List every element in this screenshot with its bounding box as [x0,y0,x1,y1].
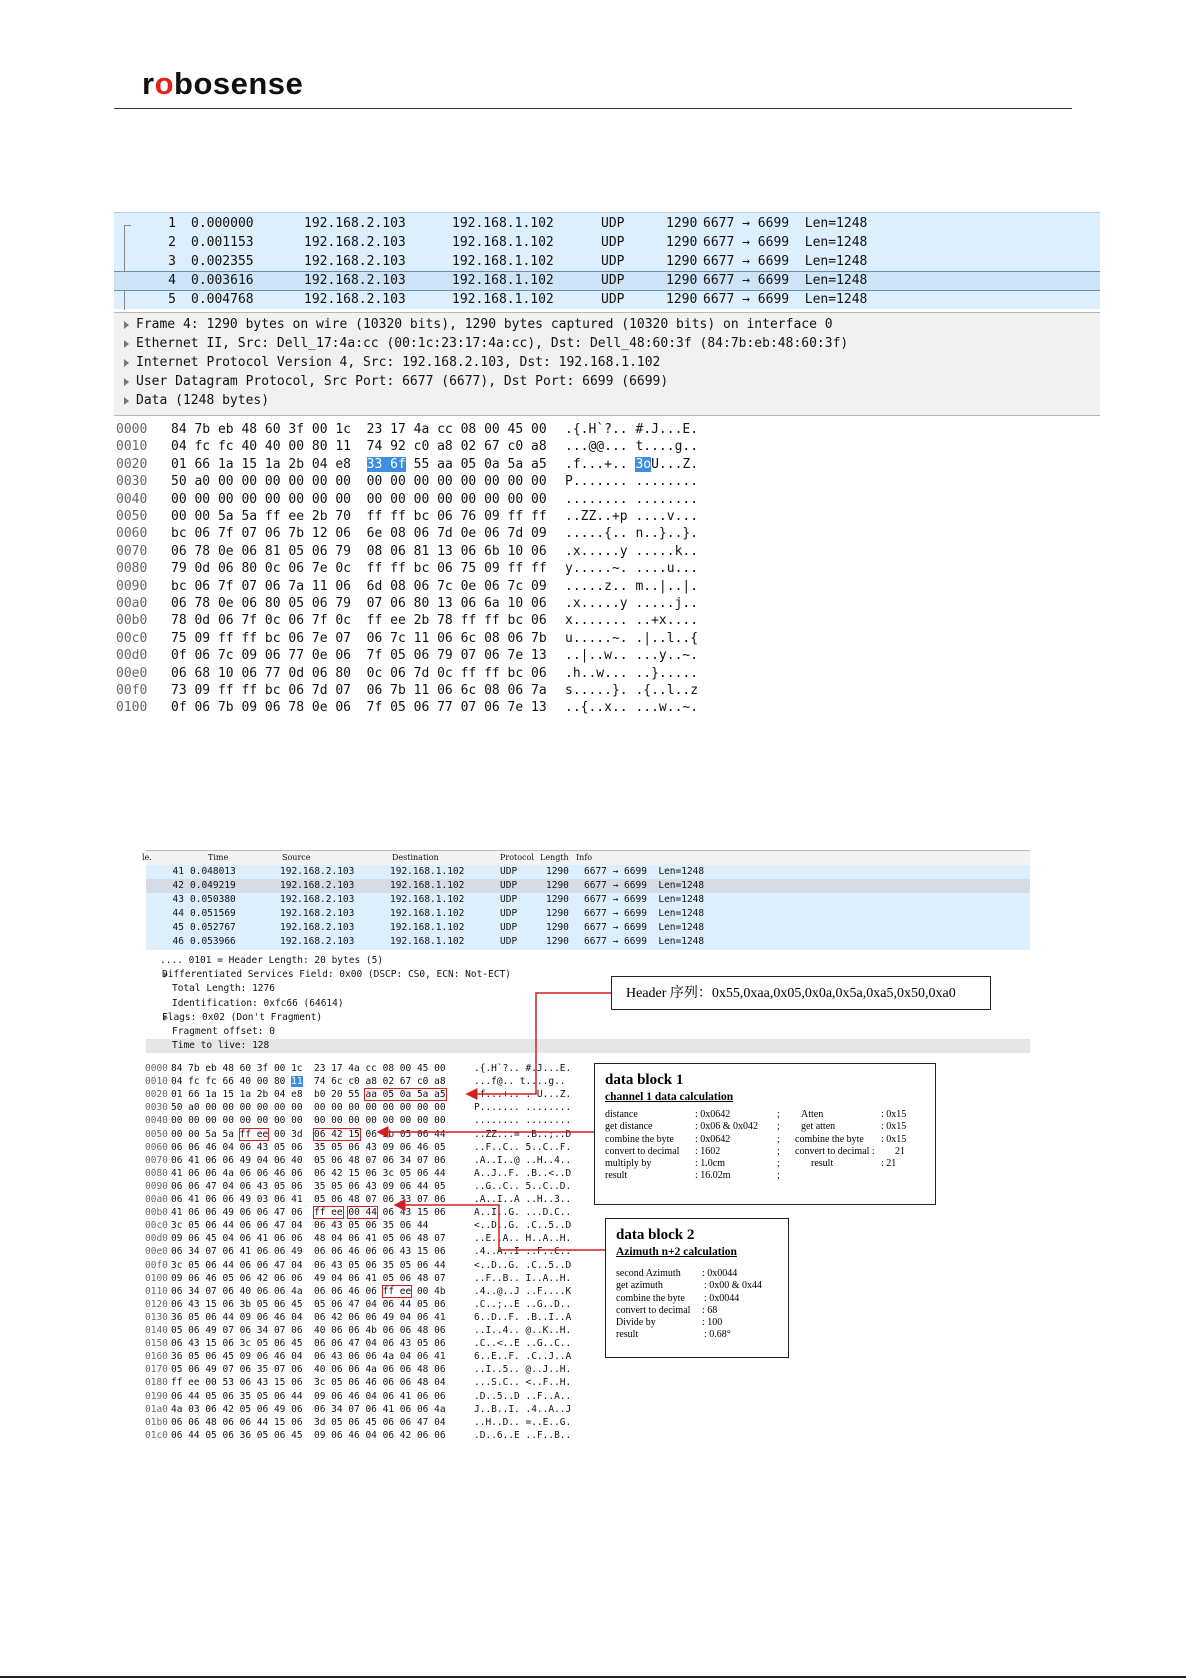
hex-offset: 0160 [145,1351,168,1363]
packet-protocol: UDP [601,273,625,288]
packet-time: 0.052767 [190,922,236,933]
hex-bytes: 73 09 ff ff bc 06 7d 07 06 7b 11 06 6c 08 06 7a [171,683,547,698]
hex-offset: 0090 [116,578,148,594]
hex-ascii: ........ ........ [474,1115,572,1127]
calc-separator: ; [777,1121,780,1133]
hex-offset: 00c0 [145,1220,168,1232]
hex-ascii: .h..w... ..}..... [565,665,699,681]
calc-value-2: 21 [895,1145,905,1157]
hex-bytes: 41 06 06 4a 06 06 46 06 06 42 15 06 3c 05 06 44 [171,1167,446,1179]
calc-value-2: : 0x15 [881,1133,907,1145]
hex-offset: 0100 [116,700,148,716]
boxed-bytes: ff ee [239,1128,269,1140]
hex-ascii: ..ZZ...= .B..;..D [474,1128,572,1140]
packet-time: 0.048013 [190,866,236,877]
hex-ascii: <..D..G. .C..5..D [474,1220,572,1232]
hex-offset: 0020 [145,1089,168,1101]
calc-label-2: result [811,1158,834,1170]
packet-source: 192.168.2.103 [280,922,355,933]
hex-bytes: 0f 06 7c 09 06 77 0e 06 7f 05 06 79 07 06 7e 13 [171,648,547,664]
calc-value: : 0x06 & 0x042 [695,1121,759,1133]
hex-bytes: 06 43 15 06 3b 05 06 45 05 06 47 04 06 44 05 06 [171,1298,446,1310]
hex-ascii: ..ZZ..+p ....v... [565,509,699,524]
hex-offset: 0170 [145,1364,168,1376]
detail-text: Frame 4: 1290 bytes on wire (10320 bits), 1290 bytes captured (10320 bits) on interface 0 [136,317,833,332]
packet-source: 192.168.2.103 [304,235,406,250]
hex-ascii: u.....~. .|..l..{ [565,630,699,646]
calc-value: : 68 [702,1304,718,1316]
calc-separator: ; [777,1170,780,1182]
boxed-bytes: 06 42 15 [314,1128,360,1140]
hex-bytes: 84 7b eb 48 60 3f 00 1c 23 17 4a cc 08 00 45 00 [171,422,547,437]
hex-ascii: ..I..5.. @..J..H. [474,1364,572,1376]
column-header-dst: Destination [392,853,439,862]
calc-label-2: combine the byte [795,1133,864,1145]
data-block-1-title: data block 1 [605,1072,684,1088]
packet-info: 6677 → 6699 Len=1248 [584,866,705,877]
calc-label: convert to decimal [605,1145,680,1157]
hex-bytes: 36 05 06 45 09 06 46 04 06 43 06 06 4a 04 06 41 [171,1351,446,1363]
calc-label: multiply by [605,1158,652,1170]
hex-offset: 0110 [145,1285,168,1297]
detail-text: Time to live: 128 [172,1040,270,1052]
calc-label-2: get atten [801,1121,836,1133]
packet-info: 6677 → 6699 Len=1248 [703,216,868,231]
packet-time: 0.000000 [191,216,254,231]
hex-ascii: .x.....y .....k.. [565,543,699,559]
hex-offset: 00c0 [116,630,148,646]
hex-ascii: 6..E..F. .C..J..A [474,1351,572,1363]
hex-ascii: ..E..A.. H..A..H. [474,1233,572,1245]
hex-bytes-part: 01 66 1a 15 1a 2b 04 e8 b0 20 55 [171,1089,366,1101]
packet-destination: 192.168.1.102 [390,880,465,891]
packet-number: 1 [168,216,176,231]
hex-offset: 0180 [145,1377,168,1389]
packet-number: 44 [172,908,184,919]
packet-number: 42 [172,880,184,891]
hex-offset: 00f0 [116,683,148,698]
hex-ascii: .A..I..A ..H..3.. [474,1194,572,1205]
data-block-1-subtitle: channel 1 data calculation [605,1091,734,1103]
packet-info: 6677 → 6699 Len=1248 [584,922,705,933]
packet-destination: 192.168.1.102 [452,235,554,250]
detail-text: Data (1248 bytes) [136,393,270,408]
footer-rule [0,1676,1186,1678]
hex-bytes: 06 68 10 06 77 0d 06 80 0c 06 7d 0c ff ff bc 06 [171,665,547,681]
hex-offset: 0080 [116,561,148,577]
packet-destination: 192.168.1.102 [390,866,465,877]
packet-length: 1290 [666,273,698,288]
hex-bytes: 0f 06 7b 09 06 78 0e 06 7f 05 06 77 07 06 7e 13 [171,700,547,716]
hex-ascii: x....... ..+x.... [565,613,699,629]
hex-bytes: bc 06 7f 07 06 7b 12 06 6e 08 06 7d 0e 06 7d 09 [171,526,547,542]
hex-ascii: y.....~. ....u... [565,561,699,577]
detail-text: Ethernet II, Src: Dell_17:4a:cc (00:1c:23:17:4a:cc), Dst: Dell_48:60:3f (84:7b:eb:48:60:3f) [136,336,849,351]
hex-ascii: J..B..I. .4..A..J [474,1403,572,1415]
packet-source: 192.168.2.103 [304,254,406,269]
packet-protocol: UDP [601,216,625,231]
packet-destination: 192.168.1.102 [390,908,465,919]
packet-protocol: UDP [500,922,518,933]
calc-label: combine the byte [616,1292,685,1304]
packet-protocol: UDP [500,894,518,905]
hex-bytes: 06 78 0e 06 80 05 06 79 07 06 80 13 06 6a 10 06 [171,596,547,611]
packet-destination: 192.168.1.102 [390,894,465,905]
calc-label-2: Atten [801,1109,824,1120]
packet-number: 5 [168,292,176,307]
packet-length: 1290 [546,866,569,877]
detail-text: Identification: 0xfc66 (64614) [172,997,344,1009]
ascii-part: .f...+.. [565,456,636,472]
packet-source: 192.168.2.103 [280,908,355,919]
calc-value: : 0x0044 [702,1268,738,1279]
packet-time: 0.002355 [191,254,254,269]
hex-ascii: ........ ........ [565,491,699,507]
header-arrow [467,993,611,1094]
boxed-bytes: aa 05 0a 5a a5 [365,1089,446,1101]
data-block-2-subtitle: Azimuth n+2 calculation [616,1246,737,1258]
hex-offset: 0010 [145,1076,168,1088]
calc-value: : 0x0642 [695,1133,731,1145]
boxed-bytes: 00 44 [348,1207,377,1219]
hex-bytes: 75 09 ff ff bc 06 7e 07 06 7c 11 06 6c 08 06 7b [171,630,547,646]
calc-value: : 0.68° [704,1329,731,1341]
hex-ascii: ...f@.. t....g.. [474,1076,566,1088]
hex-bytes: 06 78 0e 06 81 05 06 79 08 06 81 13 06 6b 10 06 [171,543,547,559]
hex-ascii: P....... ........ [474,1102,572,1114]
hex-ascii: .f...+.. . U...Z. [474,1089,572,1101]
packet-info: 6677 → 6699 Len=1248 [584,894,705,905]
hex-ascii: A..I..G. ...D.C.. [474,1207,572,1219]
hex-offset: 0090 [145,1180,168,1192]
calc-value: : 0x0044 [704,1292,740,1304]
hex-offset: 00e0 [116,665,148,681]
hex-ascii: .C..;..E ..G..D.. [474,1298,572,1310]
hex-bytes: bc 06 7f 07 06 7a 11 06 6d 08 06 7c 0e 06 7c 09 [171,578,547,594]
packet-time: 0.051569 [190,908,236,919]
hex-bytes: 05 06 49 07 06 34 07 06 40 06 06 4b 06 06 48 06 [171,1325,446,1336]
header-sequence-note: Header 序列：0x55,0xaa,0x05,0x0a,0x5a,0xa5,0x50,0xa0 [611,976,991,1010]
hex-offset: 00d0 [145,1233,168,1245]
packet-info: 6677 → 6699 Len=1248 [584,908,705,919]
packet-protocol: UDP [601,254,625,269]
packet-destination: 192.168.1.102 [390,936,465,947]
column-header-info: Info [576,853,593,862]
hex-ascii: .A..I..@ ..H..4.. [474,1154,572,1166]
hex-bytes: ff ee 00 53 06 43 15 06 3c 05 06 46 06 06 48 04 [171,1377,446,1389]
packet-protocol: UDP [500,880,518,891]
detail-text: Flags: 0x02 (Don't Fragment) [162,1011,323,1023]
packet-destination: 192.168.1.102 [452,273,554,288]
hex-offset: 0120 [145,1298,168,1310]
hex-bytes: 50 a0 00 00 00 00 00 00 00 00 00 00 00 00 00 00 [171,474,547,490]
column-header-time: Time [208,853,229,862]
packet-number: 43 [172,894,184,905]
hex-offset: 0010 [116,439,148,455]
column-header-proto: Protocol [500,853,534,862]
calc-value: : 16.02m [695,1170,731,1182]
packet-info: 6677 → 6699 Len=1248 [584,936,705,947]
calc-label: result [605,1170,628,1182]
packet-info: 6677 → 6699 Len=1248 [703,292,868,307]
hex-ascii: .{.H`?.. #.J...E. [474,1063,572,1074]
hex-offset: 0000 [116,422,148,437]
hex-ascii: P....... ........ [565,474,699,490]
hex-ascii: A..J..F. .B..<..D [474,1167,572,1179]
hex-offset: 00e0 [145,1246,168,1258]
hex-offset: 0100 [145,1272,168,1284]
hex-offset: 0140 [145,1325,168,1336]
hex-ascii: .D..5..D ..F..A.. [474,1390,572,1402]
hex-bytes-part: 00 00 5a 5a [171,1128,240,1140]
packet-length: 1290 [666,235,698,250]
hex-ascii: ..|..w.. ...y..~. [565,648,699,664]
packet-destination: 192.168.1.102 [452,254,554,269]
packet-number: 46 [172,936,184,947]
calc-separator: ; [777,1145,780,1157]
hex-offset: 00b0 [116,613,148,629]
data-block-2-arrow [395,1205,605,1250]
hex-bytes-part: 55 aa 05 0a 5a a5 [405,456,547,472]
hex-offset: 0040 [116,491,148,507]
hex-bytes: 36 05 06 44 09 06 46 04 06 42 06 06 49 04 06 41 [171,1311,446,1323]
packet-source: 192.168.2.103 [304,292,406,307]
calc-value: : 100 [702,1317,723,1329]
packet-time: 0.050380 [190,894,236,905]
packet-length: 1290 [666,292,698,307]
hex-ascii: s.....}. .{..l..z [565,683,699,698]
hex-bytes-part: 74 6c c0 a8 02 67 c0 a8 [302,1076,446,1088]
hex-bytes: 06 06 46 04 06 43 05 06 35 05 06 43 09 06 46 05 [171,1141,446,1153]
packet-info: 6677 → 6699 Len=1248 [703,235,868,250]
detail-text: .... 0101 = Header Length: 20 bytes (5) [160,955,384,966]
hex-bytes-part: 04 fc fc 66 40 00 80 [171,1076,292,1088]
data-block-2-title: data block 2 [616,1227,695,1243]
hex-bytes: 78 0d 06 7f 0c 06 7f 0c ff ee 2b 78 ff ff bc 06 [171,613,547,629]
column-header-src: Source [282,853,311,862]
detail-text: Fragment offset: 0 [172,1026,275,1037]
packet-source: 192.168.2.103 [280,880,355,891]
hex-ascii: .D..6..E ..F..B.. [474,1429,572,1441]
hex-bytes-part: 41 06 06 49 06 06 47 06 [171,1207,314,1219]
hex-ascii: ..F..B.. I..A..H. [474,1272,572,1284]
packet-info: 6677 → 6699 Len=1248 [584,880,705,891]
calc-label: second Azimuth [616,1268,681,1279]
hex-bytes: 04 fc fc 40 40 00 80 11 74 92 c0 a8 02 67 c0 a8 [171,439,547,455]
calc-separator: ; [777,1133,780,1145]
hex-bytes: 05 06 49 07 06 35 07 06 40 06 06 4a 06 06 48 06 [171,1364,446,1376]
packet-length: 1290 [546,894,569,905]
hex-offset: 0150 [145,1338,168,1350]
packet-protocol: UDP [500,908,518,919]
robosense-logo: robosense [142,66,304,101]
hex-ascii: ...@@... t....g.. [565,439,699,455]
hex-bytes-part: 06 43 15 06 [376,1207,446,1219]
boxed-bytes: ff ee [382,1285,412,1297]
calc-value-2: : 0x15 [881,1109,907,1120]
calc-label: Divide by [616,1317,656,1329]
hex-ascii: <..D..G. .C..5..D [474,1259,572,1271]
packet-number: 45 [172,922,184,933]
hex-ascii: ...S.C.. <..F..H. [474,1377,572,1389]
hex-bytes: 00 00 00 00 00 00 00 00 00 00 00 00 00 00 00 00 [171,491,547,507]
calc-value: : 1602 [695,1145,721,1157]
packet-protocol: UDP [500,866,518,877]
packet-length: 1290 [666,254,698,269]
packet-length: 1290 [546,908,569,919]
hex-bytes: 06 44 05 06 35 05 06 44 09 06 46 04 06 41 06 06 [171,1390,446,1402]
packet-protocol: UDP [601,235,625,250]
packet-number: 2 [168,235,176,250]
hex-ascii: ..G..C.. 5..C..D. [474,1180,572,1192]
highlighted-bytes: 33 6f [366,456,406,472]
hex-bytes: 09 06 46 05 06 42 06 06 49 04 06 41 05 06 48 07 [171,1272,446,1284]
hex-offset: 0020 [116,456,148,472]
calc-value: : 0x00 & 0x44 [704,1280,763,1292]
packet-info: 6677 → 6699 Len=1248 [703,273,868,288]
packet-length: 1290 [666,216,698,231]
packet-source: 192.168.2.103 [280,866,355,877]
hex-bytes: 84 7b eb 48 60 3f 00 1c 23 17 4a cc 08 00 45 00 [171,1063,446,1074]
hex-bytes: 06 06 48 06 06 44 15 06 3d 05 06 45 06 06 47 04 [171,1416,446,1428]
detail-text: Internet Protocol Version 4, Src: 192.168.2.103, Dst: 192.168.1.102 [136,355,661,370]
hex-ascii: ..I..4.. @..K..H. [474,1325,572,1336]
packet-length: 1290 [546,922,569,933]
calc-label: get distance [605,1121,653,1133]
hex-offset: 0040 [145,1115,168,1127]
hex-bytes: 06 44 05 06 36 05 06 45 09 06 46 04 06 42 06 06 [171,1429,446,1441]
packet-number: 3 [168,254,176,269]
calc-label: distance [605,1109,638,1120]
hex-ascii: ..F..C.. 5..C..F. [474,1141,572,1153]
detail-text: Total Length: 1276 [172,983,275,995]
hex-bytes-part: 00 4b [411,1285,446,1297]
hex-bytes: 06 06 47 04 06 43 05 06 35 05 06 43 09 06 44 05 [171,1180,446,1192]
hex-offset: 0060 [145,1141,168,1153]
hex-offset: 01b0 [145,1416,168,1428]
hex-offset: 0190 [145,1390,168,1402]
hex-bytes-part: 01 66 1a 15 1a 2b 04 e8 [171,456,367,472]
hex-offset: 00a0 [116,596,148,611]
hex-offset: 0000 [145,1063,168,1074]
hex-bytes: 06 41 06 06 49 04 06 40 05 06 48 07 06 34 07 06 [171,1154,446,1166]
packet-source: 192.168.2.103 [280,894,355,905]
packet-time: 0.001153 [191,235,254,250]
packet-protocol: UDP [500,936,518,947]
calc-label: convert to decimal [616,1304,691,1316]
boxed-bytes: ff ee [314,1207,343,1219]
hex-offset: 0080 [145,1167,168,1179]
hex-ascii: .....{.. n..}..}. [565,526,699,542]
hex-offset: 00f0 [145,1259,168,1271]
ascii-part: U...Z. [651,456,699,472]
calc-value: : 1.0cm [695,1158,725,1170]
hex-bytes: 4a 03 06 42 05 06 49 06 06 34 07 06 41 06 06 4a [171,1403,446,1415]
highlighted-bytes: 11 [291,1076,303,1088]
hex-ascii: ..H..D.. =..E..G. [474,1416,572,1428]
hex-offset: 01c0 [145,1429,168,1441]
hex-bytes: 00 00 5a 5a ff ee 2b 70 ff ff bc 06 76 09 ff ff [171,509,547,524]
hex-ascii: .{.H`?.. #.J...E. [565,422,699,437]
hex-bytes: 50 a0 00 00 00 00 00 00 00 00 00 00 00 00 00 00 [171,1102,446,1114]
calc-separator: ; [777,1158,780,1170]
hex-offset: 0030 [116,474,148,490]
hex-bytes-part: 06 34 07 06 40 06 06 4a 06 06 46 06 [171,1285,383,1297]
highlighted-ascii: 3o [635,456,652,472]
hex-bytes: 00 00 00 00 00 00 00 00 00 00 00 00 00 00 00 00 [171,1115,446,1127]
calc-label-2: convert to decimal : [795,1145,875,1157]
hex-offset: 01a0 [145,1403,168,1415]
hex-offset: 0050 [116,509,148,524]
calc-label: get azimuth [616,1280,663,1292]
packet-source: 192.168.2.103 [304,216,406,231]
calc-value: : 0x0642 [695,1109,731,1120]
packet-time: 0.004768 [191,292,254,307]
packet-length: 1290 [546,880,569,891]
hex-bytes: 09 06 45 04 06 41 06 06 48 04 06 41 05 06 48 07 [171,1233,446,1245]
calc-label: combine the byte [605,1133,674,1145]
packet-destination: 192.168.1.102 [452,216,554,231]
hex-ascii: .4..@..J ..F....K [474,1285,572,1297]
detail-text: Differentiated Services Field: 0x00 (DSCP: CS0, ECN: Not-ECT) [162,969,511,981]
hex-offset: 0060 [116,526,148,542]
packet-number: 4 [168,273,176,288]
hex-bytes: 06 34 07 06 41 06 06 49 06 06 46 06 06 43 15 06 [171,1246,446,1258]
hex-ascii: .C..<..E ..G..C.. [474,1338,572,1350]
calc-value-2: : 21 [881,1158,897,1170]
hex-bytes-part: 00 3d [268,1128,315,1140]
hex-bytes-part: 06 3b 05 06 44 [359,1128,446,1140]
hex-ascii: .x.....y .....j.. [565,596,699,611]
hex-bytes: 3c 05 06 44 06 06 47 04 06 43 05 06 35 06 44 [171,1220,429,1232]
packet-info: 6677 → 6699 Len=1248 [703,254,868,269]
hex-offset: 0130 [145,1311,168,1323]
packet-source: 192.168.2.103 [280,936,355,947]
packet-time: 0.049219 [190,880,236,891]
hex-offset: 0070 [116,543,148,559]
detail-text: User Datagram Protocol, Src Port: 6677 (6677), Dst Port: 6699 (6699) [136,374,669,389]
packet-source: 192.168.2.103 [304,273,406,288]
packet-protocol: UDP [601,292,625,307]
hex-offset: 0050 [145,1128,168,1140]
hex-ascii: .....z.. m..|..|. [565,578,699,594]
column-header-len: Length [540,853,569,862]
packet-time: 0.053966 [190,936,236,947]
hex-offset: 00a0 [145,1194,168,1205]
hex-bytes: 06 43 15 06 3c 05 06 45 06 06 47 04 06 43 05 06 [171,1338,446,1350]
hex-offset: 0070 [145,1154,168,1166]
packet-destination: 192.168.1.102 [390,922,465,933]
hex-bytes: 3c 05 06 44 06 06 47 04 06 43 05 06 35 05 06 44 [171,1259,446,1271]
hex-offset: 00b0 [145,1207,168,1219]
hex-offset: 00d0 [116,648,148,664]
calc-separator: ; [777,1109,780,1120]
hex-ascii: .4..A..I ..F..C.. [474,1246,572,1258]
calc-value-2: : 0x15 [881,1121,907,1133]
calc-label: result [616,1329,639,1341]
hex-ascii: 6..D..F. .B..I..A [474,1311,572,1323]
hex-bytes: 06 41 06 06 49 03 06 41 05 06 48 07 06 33 07 06 [171,1194,446,1205]
packet-destination: 192.168.1.102 [452,292,554,307]
packet-length: 1290 [546,936,569,947]
hex-ascii: ..{..x.. ...w..~. [565,700,699,716]
packet-number: 41 [172,866,184,877]
column-header-no: le. [142,853,152,862]
packet-time: 0.003616 [191,273,254,288]
hex-bytes: 79 0d 06 80 0c 06 7e 0c ff ff bc 06 75 09 ff ff [171,561,547,577]
hex-offset: 0030 [145,1102,168,1114]
